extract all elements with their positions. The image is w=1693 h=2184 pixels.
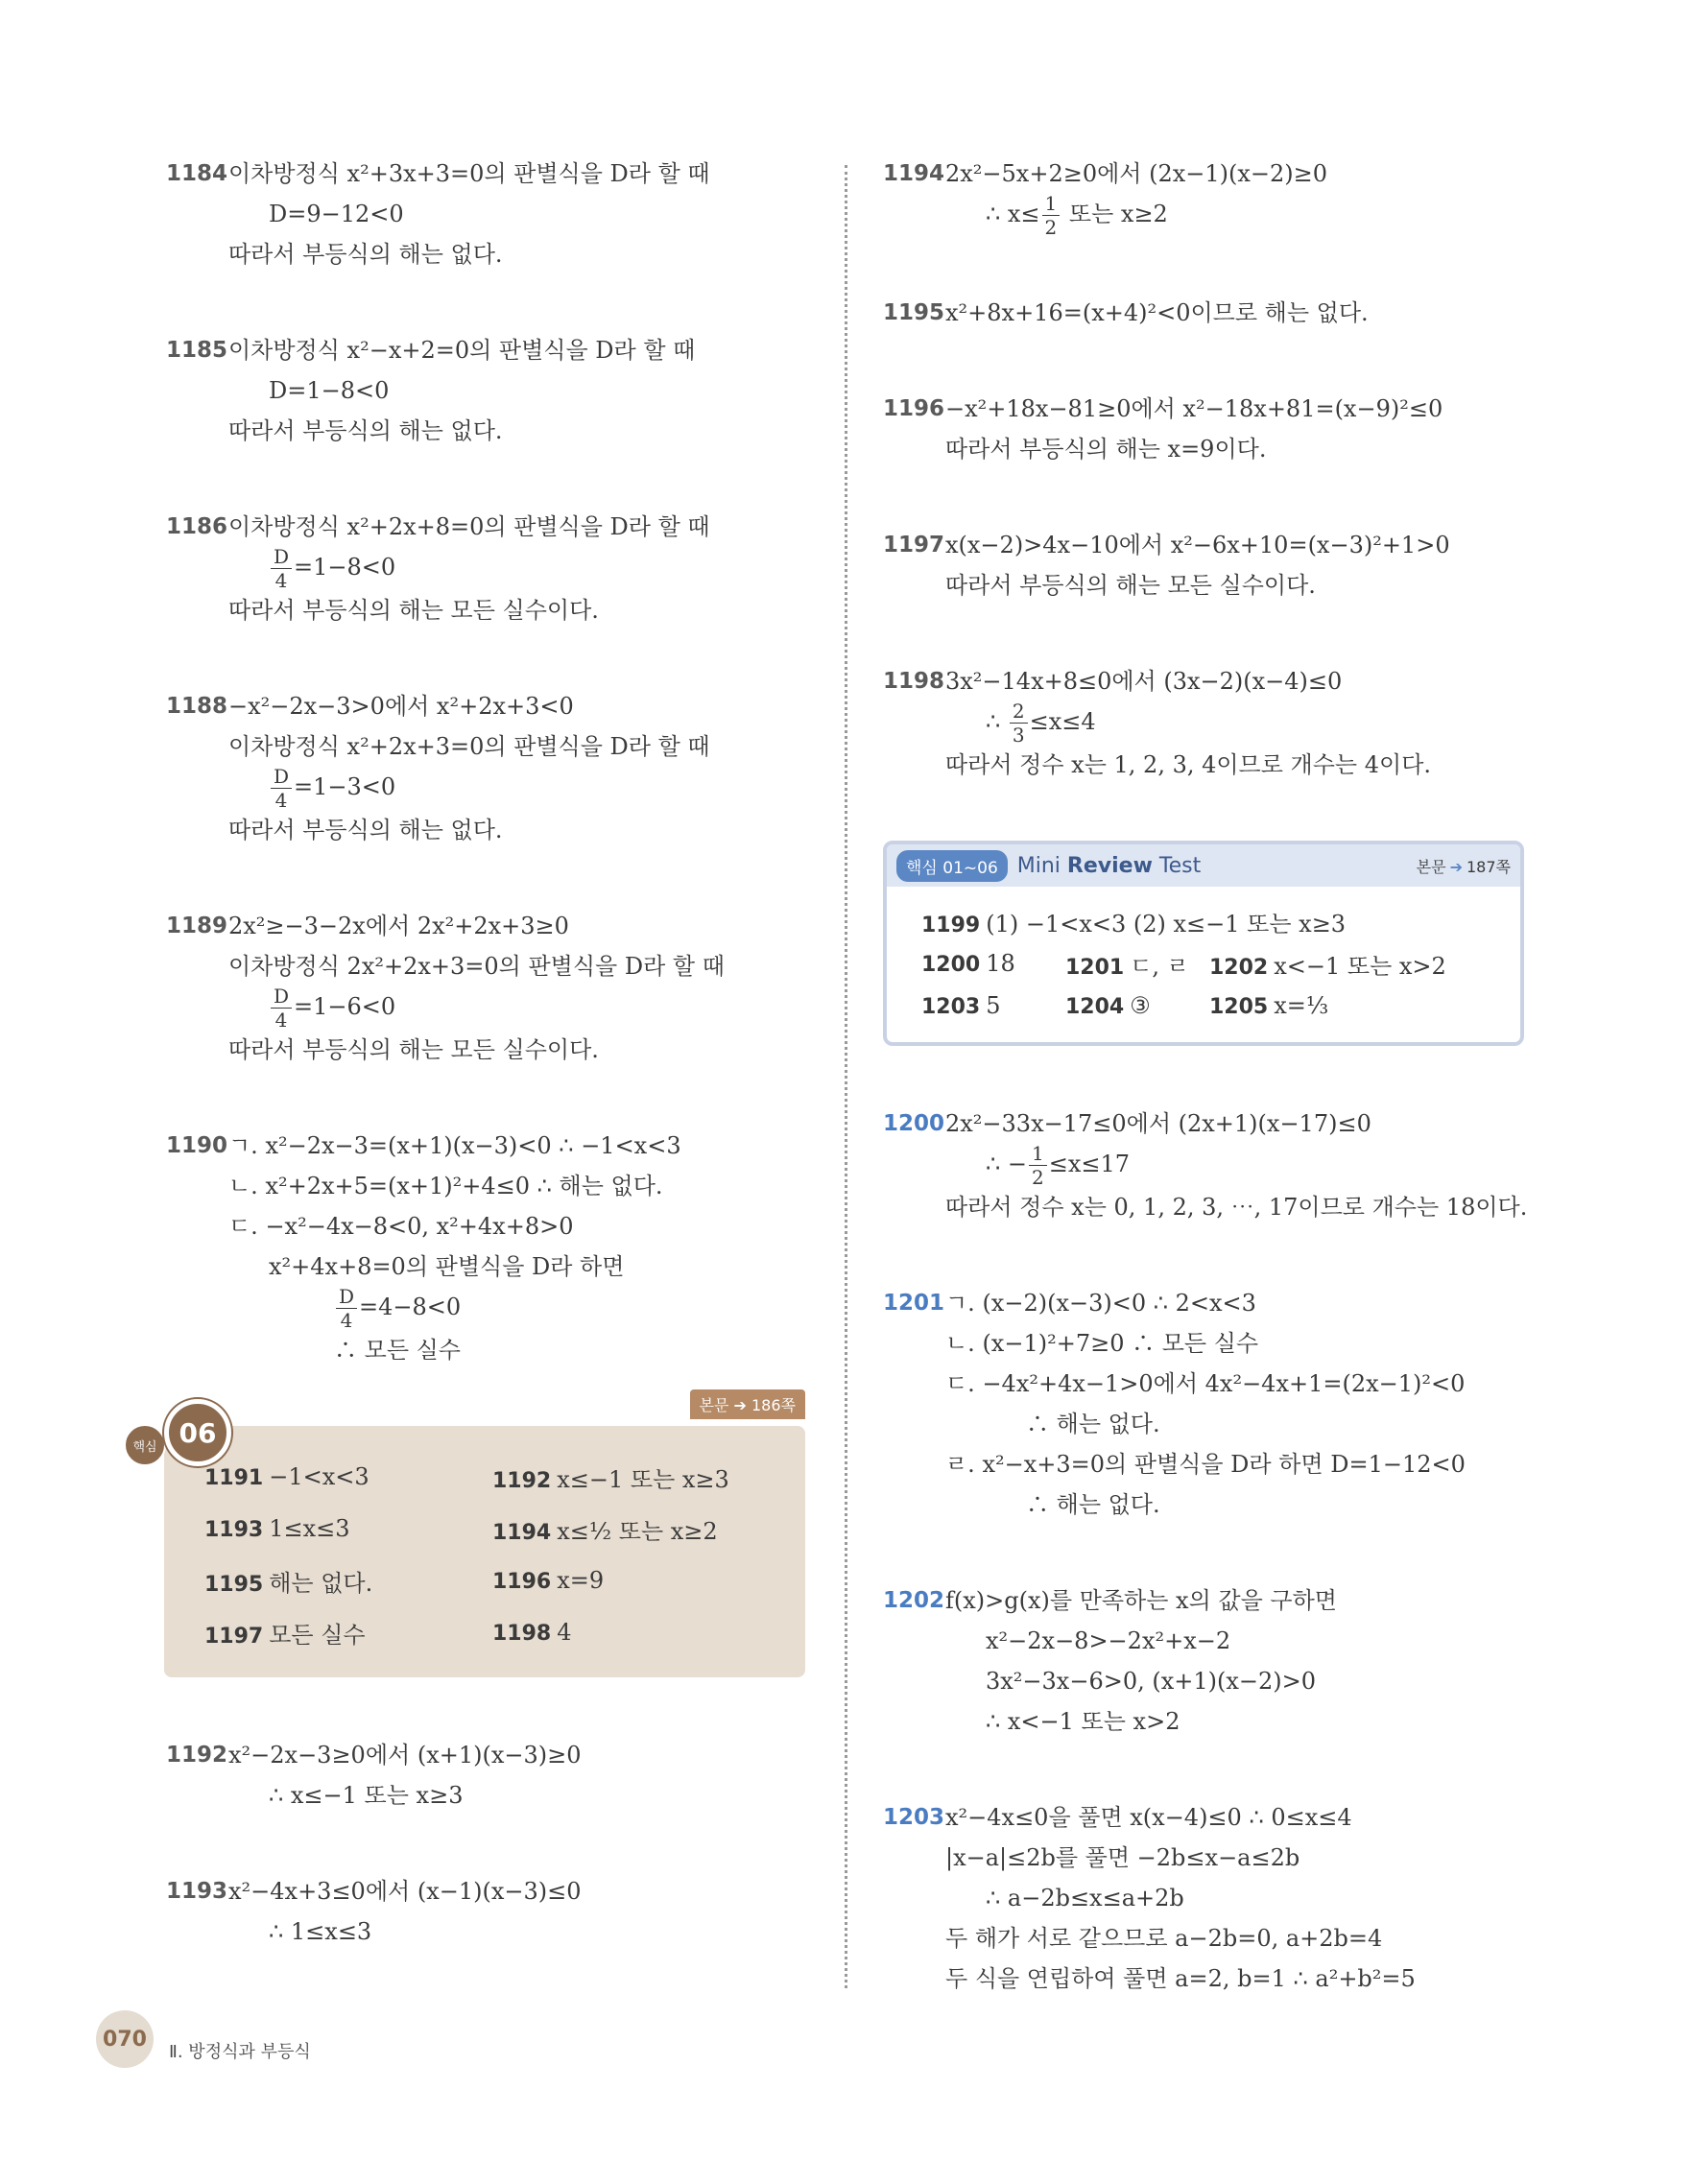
- answer-number: 1193: [204, 1518, 264, 1542]
- problem-solution: [166, 1871, 838, 1952]
- solution-line: [228, 411, 838, 451]
- denominator: 4: [274, 569, 288, 592]
- review-row: [921, 985, 1497, 1027]
- answer-number: 1192: [492, 1468, 552, 1493]
- answer-number: 1191: [204, 1466, 264, 1490]
- solution-line: [228, 330, 838, 370]
- problem-solution: [166, 507, 838, 630]
- line-text: 2x²≥−3−2x에서 2x²+2x+3≥0: [228, 913, 569, 939]
- fraction: [1029, 1144, 1047, 1187]
- review-title-part: Test: [1152, 853, 1202, 878]
- solution-line: [228, 906, 838, 946]
- line-text: 따라서 부등식의 해는 모든 실수이다.: [228, 1036, 599, 1063]
- problem-number: 1203: [883, 1805, 945, 1830]
- problem-solution: [883, 389, 1555, 469]
- line-text: ㄹ. x²−x+3=0의 판별식을 D라 하면 D=1−12<0: [945, 1451, 1466, 1478]
- review-answer: [1209, 992, 1328, 1019]
- line-text: 이차방정식 x²+2x+3=0의 판별식을 D라 할 때: [228, 733, 710, 760]
- problem-solution: [883, 293, 1555, 333]
- review-row: [921, 942, 1497, 985]
- line-text: ∴ 해는 없다.: [1026, 1491, 1160, 1518]
- line-text: ∴ 해는 없다.: [1026, 1411, 1160, 1437]
- page-number: 070: [96, 2010, 154, 2068]
- line-text: 따라서 부등식의 해는 없다.: [228, 817, 503, 843]
- answer-number: 1200: [921, 953, 981, 977]
- solution-line: [228, 767, 838, 810]
- problem-solution: [166, 330, 838, 451]
- answer-number: 1197: [204, 1624, 264, 1649]
- solution-line: [945, 154, 1555, 194]
- line-text: ∴: [986, 708, 1008, 735]
- numerator: D: [336, 1287, 357, 1309]
- line-text: ㄱ. x²−2x−3=(x+1)(x−3)<0 ∴ −1<x<3: [228, 1132, 681, 1159]
- solution-line: [228, 1871, 838, 1911]
- answer-cell: [492, 1555, 778, 1606]
- answer-value: 4: [557, 1619, 572, 1646]
- problem-solution: [883, 525, 1555, 605]
- line-text: 따라서 정수 x는 0, 1, 2, 3, ⋯, 17이므로 개수는 18이다.: [945, 1194, 1528, 1221]
- answer-cell: [492, 1606, 778, 1658]
- line-text: 두 식을 연립하여 풀면 a=2, b=1 ∴ a²+b²=5: [945, 1965, 1416, 1992]
- line-text: x(x−2)>4x−10에서 x²−6x+10=(x−3)²+1>0: [945, 532, 1450, 558]
- problem-number: 1197: [883, 533, 945, 558]
- solution-line: [228, 1775, 838, 1816]
- line-text: f(x)>g(x)를 만족하는 x의 값을 구하면: [945, 1587, 1337, 1614]
- fraction: [271, 986, 292, 1030]
- solution-line: [945, 1187, 1555, 1227]
- solution-line: [945, 1444, 1555, 1484]
- solution-line: [945, 1621, 1555, 1661]
- problem-number: 1195: [883, 300, 945, 325]
- answer-number: 1201: [1065, 955, 1125, 980]
- numerator: 1: [1042, 194, 1061, 216]
- line-text: 또는 x≥2: [1061, 201, 1168, 227]
- mini-review-box: [883, 841, 1524, 1046]
- line-text: ∴ 1≤x≤3: [269, 1918, 372, 1945]
- solution-line: [945, 429, 1555, 469]
- review-page-reference: [1417, 855, 1511, 877]
- solution-line: [945, 1283, 1555, 1323]
- solution-line: [228, 1206, 838, 1246]
- answer-number: 1194: [492, 1520, 552, 1545]
- answer-value: 1≤x≤3: [269, 1515, 350, 1542]
- answer-value: 모든 실수: [269, 1621, 366, 1649]
- solution-line: [228, 1030, 838, 1070]
- denominator: 4: [274, 1009, 288, 1032]
- line-text: D=9−12<0: [269, 201, 404, 227]
- fraction: [271, 547, 292, 590]
- solution-line: [945, 1364, 1555, 1404]
- line-text: x²−4x+3≤0에서 (x−1)(x−3)≤0: [228, 1878, 582, 1905]
- solution-line: [945, 1661, 1555, 1701]
- solution-line: [945, 701, 1555, 745]
- line-text: ㄷ. −x²−4x−8<0, x²+4x+8>0: [228, 1213, 574, 1240]
- core-badge-number: 06: [164, 1399, 231, 1466]
- fraction: [336, 1287, 357, 1330]
- solution-line: [228, 154, 838, 194]
- chapter-title: Ⅱ. 방정식과 부등식: [169, 2042, 311, 2062]
- solution-line: [945, 389, 1555, 429]
- core-badge-label: 핵심: [124, 1424, 166, 1466]
- answer-number: 1202: [1209, 955, 1269, 980]
- numerator: D: [271, 986, 292, 1009]
- review-title-bold: Review: [1066, 853, 1153, 878]
- problem-number: 1202: [883, 1588, 945, 1613]
- problem-number: 1190: [166, 1133, 228, 1158]
- line-text: 이차방정식 x²−x+2=0의 판별식을 D라 할 때: [228, 337, 696, 364]
- solution-line: [945, 194, 1555, 237]
- solution-line: [945, 661, 1555, 701]
- problem-number: 1194: [883, 161, 945, 186]
- answer-number: 1205: [1209, 995, 1269, 1019]
- solution-line: [945, 1958, 1555, 1999]
- review-answer: [1209, 947, 1446, 981]
- numerator: D: [271, 767, 292, 789]
- solution-line: [945, 293, 1555, 333]
- answer-value: 해는 없다.: [269, 1569, 373, 1597]
- solution-line: [945, 1484, 1555, 1525]
- problem-solution: [883, 661, 1555, 785]
- solution-line: [228, 507, 838, 547]
- page-footer: [96, 2010, 311, 2068]
- denominator: 2: [1044, 216, 1058, 239]
- problem-solution: [883, 1580, 1555, 1742]
- core-answer-table: [204, 1451, 778, 1658]
- answer-value: (1) −1<x<3 (2) x≤−1 또는 x≥3: [986, 910, 1347, 938]
- solution-line: [228, 370, 838, 411]
- problem-solution: [166, 154, 838, 274]
- answer-row: [204, 1451, 778, 1503]
- line-text: 따라서 정수 x는 1, 2, 3, 4이므로 개수는 4이다.: [945, 751, 1432, 778]
- line-text: =1−3<0: [294, 773, 396, 800]
- line-text: ≤x≤17: [1048, 1151, 1131, 1177]
- line-text: 따라서 부등식의 해는 없다.: [228, 417, 503, 444]
- review-answer: [921, 950, 1065, 977]
- problem-number: 1198: [883, 669, 945, 694]
- numerator: 2: [1010, 701, 1028, 724]
- review-header: [887, 844, 1520, 887]
- answer-value: x=9: [557, 1567, 605, 1594]
- answer-number: 1203: [921, 995, 981, 1019]
- numerator: D: [271, 547, 292, 569]
- solution-line: [228, 547, 838, 590]
- core-summary-box: [132, 1396, 805, 1677]
- solution-line: [945, 1838, 1555, 1878]
- problem-solution: [883, 1797, 1555, 1999]
- problem-number: 1196: [883, 396, 945, 421]
- line-text: 이차방정식 x²+2x+8=0의 판별식을 D라 할 때: [228, 513, 710, 540]
- review-tag: 핵심 01~06: [896, 850, 1008, 882]
- solution-line: [228, 1166, 838, 1206]
- left-column: [132, 154, 838, 2007]
- line-text: ㄱ. (x−2)(x−3)<0 ∴ 2<x<3: [945, 1290, 1256, 1317]
- line-text: x²+8x+16=(x+4)²<0이므로 해는 없다.: [945, 299, 1369, 326]
- solution-line: [228, 1911, 838, 1952]
- solution-line: [228, 1246, 838, 1287]
- problem-number: 1188: [166, 694, 228, 719]
- answer-value: 18: [986, 950, 1015, 977]
- answer-row: [204, 1503, 778, 1555]
- column-divider: [845, 165, 847, 1988]
- denominator: 4: [340, 1309, 353, 1332]
- line-text: 따라서 부등식의 해는 모든 실수이다.: [228, 597, 599, 624]
- line-text: x²−2x−8>−2x²+x−2: [986, 1627, 1231, 1654]
- problem-solution: [166, 686, 838, 850]
- answer-cell: [492, 1451, 778, 1503]
- solution-line: [945, 1404, 1555, 1444]
- answer-value: x=⅓: [1274, 992, 1329, 1019]
- solution-line: [228, 194, 838, 234]
- answer-cell: [204, 1451, 492, 1503]
- answer-value: −1<x<3: [269, 1463, 370, 1490]
- solution-line: [228, 1735, 838, 1775]
- answer-row: [204, 1606, 778, 1658]
- problem-number: 1193: [166, 1879, 228, 1904]
- line-text: ∴ 모든 실수: [334, 1337, 461, 1364]
- solution-line: [945, 1144, 1555, 1187]
- solution-line: [228, 234, 838, 274]
- solution-line: [228, 946, 838, 986]
- problem-number: 1185: [166, 338, 228, 363]
- solution-line: [228, 1126, 838, 1166]
- answer-number: 1204: [1065, 995, 1125, 1019]
- review-body: [887, 887, 1520, 1042]
- denominator: 4: [274, 789, 288, 812]
- problem-number: 1184: [166, 161, 228, 186]
- solution-line: [945, 525, 1555, 565]
- line-text: x²−4x≤0을 풀면 x(x−4)≤0 ∴ 0≤x≤4: [945, 1804, 1352, 1831]
- problem-number: 1201: [883, 1291, 945, 1316]
- answer-value: x≤½ 또는 x≥2: [557, 1517, 718, 1545]
- problem-solution: [166, 1735, 838, 1816]
- fraction: [271, 767, 292, 810]
- line-text: 3x²−14x+8≤0에서 (3x−2)(x−4)≤0: [945, 668, 1343, 695]
- line-text: D=1−8<0: [269, 377, 390, 404]
- review-answer: [921, 992, 1065, 1019]
- denominator: 3: [1012, 724, 1025, 747]
- answer-cell: [492, 1503, 778, 1555]
- denominator: 2: [1032, 1166, 1044, 1189]
- line-text: −x²+18x−81≥0에서 x²−18x+81=(x−9)²≤0: [945, 395, 1443, 422]
- solution-line: [945, 1580, 1555, 1621]
- solution-line: [228, 810, 838, 850]
- review-answer: [921, 905, 1346, 938]
- answer-value: 5: [986, 992, 1001, 1019]
- core-page-reference: 본문 ➔ 186쪽: [690, 1389, 806, 1419]
- problem-solution: [883, 1283, 1555, 1525]
- answer-value: ㄷ, ㄹ: [1130, 952, 1189, 980]
- answer-number: 1198: [492, 1622, 552, 1646]
- review-row: [921, 900, 1497, 942]
- line-text: =1−6<0: [294, 993, 396, 1020]
- solution-line: [945, 745, 1555, 785]
- solution-line: [945, 1918, 1555, 1958]
- answer-cell: [204, 1503, 492, 1555]
- line-text: 2x²−33x−17≤0에서 (2x+1)(x−17)≤0: [945, 1110, 1371, 1137]
- line-text: 2x²−5x+2≥0에서 (2x−1)(x−2)≥0: [945, 160, 1328, 187]
- answer-number: 1195: [204, 1572, 264, 1597]
- answer-cell: [204, 1606, 492, 1658]
- solution-line: [945, 1323, 1555, 1364]
- line-text: ≤x≤4: [1029, 708, 1096, 735]
- line-text: ∴ x<−1 또는 x>2: [986, 1708, 1180, 1735]
- solution-line: [945, 1878, 1555, 1918]
- solution-line: [945, 1104, 1555, 1144]
- review-answer: [1065, 992, 1209, 1019]
- problem-number: 1186: [166, 514, 228, 539]
- problem-solution: [166, 1126, 838, 1370]
- review-answer: [1065, 947, 1209, 981]
- problem-number: 1192: [166, 1743, 228, 1768]
- solution-line: [228, 686, 838, 726]
- line-text: |x−a|≤2b를 풀면 −2b≤x−a≤2b: [945, 1844, 1300, 1871]
- line-text: 따라서 부등식의 해는 없다.: [228, 241, 503, 268]
- line-text: 따라서 부등식의 해는 모든 실수이다.: [945, 572, 1316, 599]
- line-text: x²−2x−3≥0에서 (x+1)(x−3)≥0: [228, 1742, 582, 1769]
- solution-line: [228, 1330, 838, 1370]
- line-text: 따라서 부등식의 해는 x=9이다.: [945, 436, 1267, 463]
- line-text: ∴ x≤: [986, 201, 1040, 227]
- arrow-icon: ➔: [1449, 857, 1463, 876]
- answer-value: x≤−1 또는 x≥3: [557, 1465, 729, 1493]
- problem-number: 1200: [883, 1111, 945, 1136]
- line-text: ㄴ. (x−1)²+7≥0 ∴ 모든 실수: [945, 1330, 1259, 1357]
- numerator: 1: [1029, 1144, 1047, 1166]
- answer-number: 1196: [492, 1570, 552, 1594]
- ref-label: 본문: [1416, 857, 1446, 876]
- solution-line: [228, 986, 838, 1030]
- line-text: =4−8<0: [359, 1294, 462, 1320]
- line-text: 3x²−3x−6>0, (x+1)(x−2)>0: [986, 1668, 1317, 1695]
- right-column: [883, 154, 1555, 2054]
- solution-line: [945, 1797, 1555, 1838]
- ref-page: 187쪽: [1466, 857, 1511, 876]
- solution-line: [228, 1287, 838, 1330]
- problem-number: 1189: [166, 914, 228, 938]
- fraction: [1042, 194, 1061, 237]
- fraction: [1010, 701, 1028, 745]
- line-text: 두 해가 서로 같으므로 a−2b=0, a+2b=4: [945, 1925, 1383, 1952]
- problem-solution: [166, 906, 838, 1070]
- answer-number: 1199: [921, 913, 981, 938]
- answer-cell: [204, 1555, 492, 1606]
- answer-value: x<−1 또는 x>2: [1274, 952, 1446, 980]
- solution-line: [945, 1701, 1555, 1742]
- solution-line: [228, 590, 838, 630]
- line-text: x²+4x+8=0의 판별식을 D라 하면: [269, 1253, 625, 1280]
- line-text: ∴ a−2b≤x≤a+2b: [986, 1885, 1184, 1911]
- answer-value: ③: [1130, 992, 1151, 1019]
- line-text: ∴ x≤−1 또는 x≥3: [269, 1782, 464, 1809]
- line-text: ∴ −: [986, 1151, 1028, 1177]
- review-title: [1017, 854, 1201, 878]
- solution-line: [945, 565, 1555, 605]
- problem-solution: [883, 154, 1555, 237]
- line-text: ㄴ. x²+2x+5=(x+1)²+4≤0 ∴ 해는 없다.: [228, 1173, 663, 1199]
- line-text: −x²−2x−3>0에서 x²+2x+3<0: [228, 693, 574, 720]
- review-title-part: Mini: [1016, 853, 1067, 878]
- line-text: 이차방정식 x²+3x+3=0의 판별식을 D라 할 때: [228, 160, 710, 187]
- line-text: ㄷ. −4x²+4x−1>0에서 4x²−4x+1=(2x−1)²<0: [945, 1370, 1466, 1397]
- solution-line: [228, 726, 838, 767]
- answer-row: [204, 1555, 778, 1606]
- problem-solution: [883, 1104, 1555, 1227]
- line-text: =1−8<0: [294, 554, 396, 581]
- line-text: 이차방정식 2x²+2x+3=0의 판별식을 D라 할 때: [228, 953, 725, 980]
